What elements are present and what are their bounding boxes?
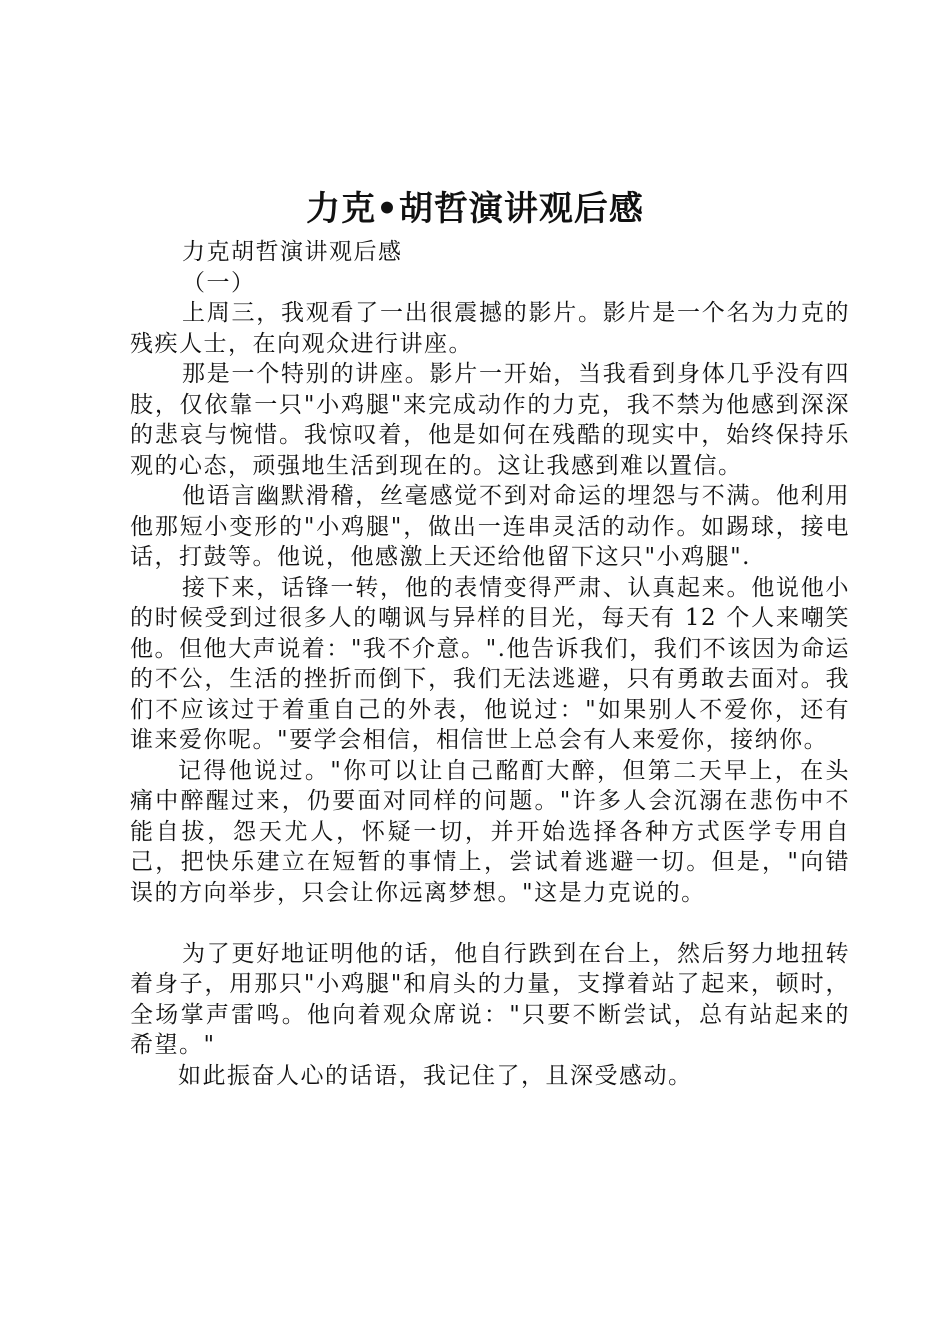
paragraph: 上周三，我观看了一出很震撼的影片。影片是一个名为力克的残疾人士，在向观众进行讲座。 — [130, 300, 850, 357]
paragraph: 为了更好地证明他的话，他自行跌到在台上，然后努力地扭转着身子，用那只"小鸡腿"和肩头的力量，支撑着站了起来，顿时，全场掌声雷鸣。他向着观众席说："只要不断尝试，总有站起来的希望。" — [130, 940, 850, 1058]
subtitle: 力克胡哲演讲观后感 — [182, 239, 403, 265]
paragraph: 那是一个特别的讲座。影片一开始，当我看到身体几乎没有四肢，仅依靠一只"小鸡腿"来完成动作的力克，我不禁为他感到深深的悲哀与惋惜。我惊叹着，他是如何在残酷的现实中，始终保持乐观的心态，顽强地生活到现在的。这让我感到难以置信。 — [130, 361, 850, 479]
section-marker: （一） — [182, 269, 256, 296]
document-body — [130, 237, 850, 1091]
paragraph: 接下来，话锋一转，他的表情变得严肃、认真起来。他说他小的时候受到过很多人的嘲讽与异样的目光，每天有 12 个人来嘲笑他。但他大声说着："我不介意。".他告诉我们，我们不该因为命运的不公，生活的挫折而倒下，我们无法逃避，只有勇敢去面对。我们不应该过于着重自己的外表，他说过："如果别人不爱你，还有谁来爱你呢。"要学会相信，相信世上总会有人来爱你，接纳你。 — [130, 574, 850, 753]
paragraph: 他语言幽默滑稽，丝毫感觉不到对命运的埋怨与不满。他利用他那短小变形的"小鸡腿"，做出一连串灵活的动作。如踢球，接电话，打鼓等。他说，他感激上天还给他留下这只"小鸡腿". — [130, 483, 850, 570]
paragraph: 如此振奋人心的话语，我记住了，且深受感动。 — [178, 1062, 693, 1089]
paragraph: 记得他说过。"你可以让自己酩酊大醉，但第二天早上，在头痛中醉醒过来，仍要面对同样的问题。"许多人会沉溺在悲伤中不能自拔，怨天尤人，怀疑一切，并开始选择各种方式医学专用自己，把快乐建立在短暂的事情上，尝试着逃避一切。但是，"向错误的方向举步，只会让你远离梦想。"这是力克说的。 — [130, 757, 850, 906]
document-title: 力克•胡哲演讲观后感 — [306, 189, 644, 229]
